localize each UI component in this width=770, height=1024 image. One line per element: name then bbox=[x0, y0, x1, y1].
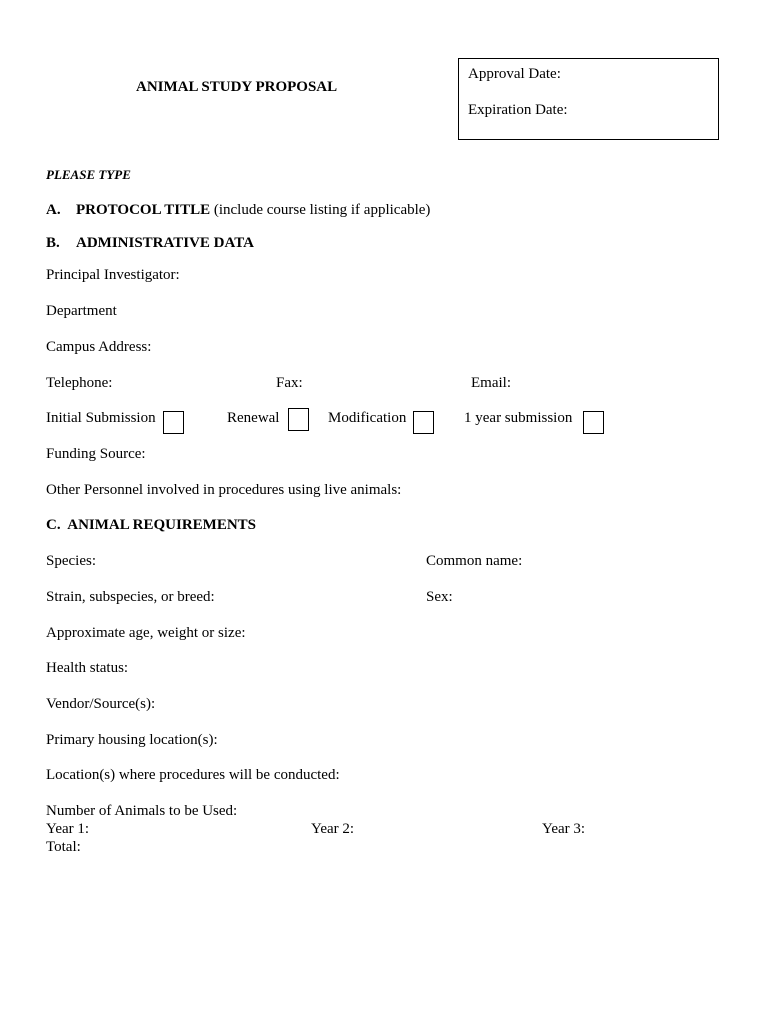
age-weight-label: Approximate age, weight or size: bbox=[46, 625, 246, 641]
section-c-heading: C. ANIMAL REQUIREMENTS bbox=[46, 517, 257, 533]
form-title: ANIMAL STUDY PROPOSAL bbox=[136, 79, 338, 95]
expiration-date-label: Expiration Date: bbox=[468, 102, 568, 118]
one-year-submission-checkbox[interactable] bbox=[583, 411, 604, 434]
initial-submission-label: Initial Submission bbox=[46, 410, 156, 426]
section-b-letter: B. bbox=[46, 235, 60, 251]
one-year-submission-label: 1 year submission bbox=[464, 410, 573, 426]
species-label: Species: bbox=[46, 553, 96, 569]
initial-submission-checkbox[interactable] bbox=[163, 411, 184, 434]
number-animals-label: Number of Animals to be Used: bbox=[46, 803, 238, 819]
renewal-checkbox[interactable] bbox=[288, 408, 309, 431]
vendor-label: Vendor/Source(s): bbox=[46, 696, 156, 712]
sex-label: Sex: bbox=[426, 589, 453, 605]
telephone-label: Telephone: bbox=[46, 375, 113, 391]
section-b-heading: ADMINISTRATIVE DATA bbox=[76, 235, 254, 251]
funding-source-label: Funding Source: bbox=[46, 446, 146, 462]
health-status-label: Health status: bbox=[46, 660, 129, 676]
other-personnel-label: Other Personnel involved in procedures using live animals: bbox=[46, 482, 402, 498]
protocol-title-label: PROTOCOL TITLE bbox=[76, 202, 211, 218]
total-label: Total: bbox=[46, 839, 81, 855]
approval-box bbox=[458, 58, 719, 140]
please-type-instruction: PLEASE TYPE bbox=[46, 167, 131, 182]
procedure-location-label: Location(s) where procedures will be conducted: bbox=[46, 767, 340, 783]
section-a-letter: A. bbox=[46, 202, 61, 218]
year-3-label: Year 3: bbox=[542, 821, 586, 837]
principal-investigator-label: Principal Investigator: bbox=[46, 267, 180, 283]
department-label: Department bbox=[46, 303, 117, 319]
year-1-label: Year 1: bbox=[46, 821, 90, 837]
housing-location-label: Primary housing location(s): bbox=[46, 732, 218, 748]
approval-date-label: Approval Date: bbox=[468, 66, 561, 82]
modification-checkbox[interactable] bbox=[413, 411, 434, 434]
modification-label: Modification bbox=[328, 410, 407, 426]
common-name-label: Common name: bbox=[426, 553, 523, 569]
campus-address-label: Campus Address: bbox=[46, 339, 152, 355]
year-2-label: Year 2: bbox=[311, 821, 355, 837]
renewal-label: Renewal bbox=[227, 410, 280, 426]
email-label: Email: bbox=[471, 375, 511, 391]
section-a-heading bbox=[76, 201, 430, 219]
fax-label: Fax: bbox=[276, 375, 303, 391]
strain-label: Strain, subspecies, or breed: bbox=[46, 589, 215, 605]
protocol-title-note: (include course listing if applicable) bbox=[213, 202, 431, 218]
